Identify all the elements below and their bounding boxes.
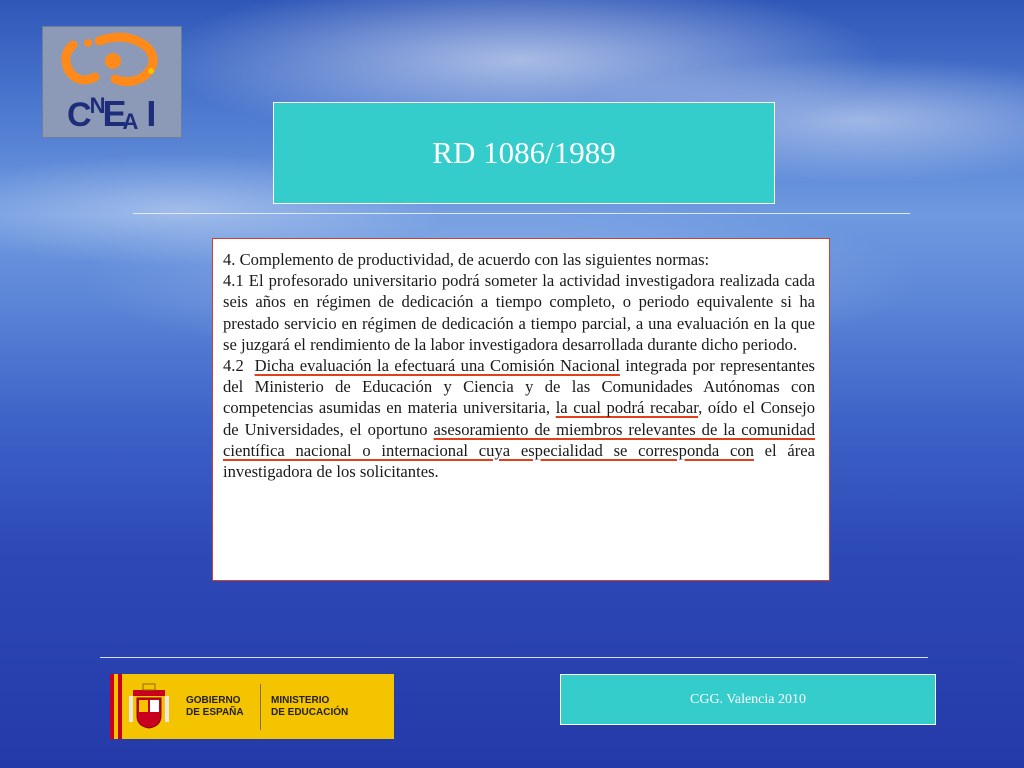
gobierno-label: GOBIERNO DE ESPAÑA (176, 684, 261, 730)
top-divider (133, 213, 910, 214)
paragraph-4-2-text-1: integrada por representantes del Ministerio de Educación y Ciencia y de las Comunidades Autónomas con competencias asumidas en materia universitaria, (223, 356, 816, 418)
slide-title: RD 1086/1989 (432, 135, 616, 170)
coat-of-arms-icon (122, 674, 176, 739)
flag-stripe (110, 674, 122, 739)
document-excerpt (212, 238, 830, 581)
cneai-logo-text (67, 93, 156, 135)
paragraph-4-2-number: 4.2 (223, 356, 244, 376)
event-label: CGG. Valencia 2010 (690, 691, 806, 707)
cneai-logo-mark-icon (43, 27, 181, 97)
underlined-phrase-2: la cual podrá recabar (555, 398, 699, 418)
logo-letter-e: E (102, 93, 127, 134)
paragraph-4: 4. Complemento de productividad, de acuerdo con las siguientes normas: (223, 250, 710, 269)
cneai-logo (42, 26, 182, 138)
event-footer-box (560, 674, 936, 725)
logo-letter-n: N (89, 93, 106, 118)
logo-letter-c: C (67, 96, 92, 134)
paragraph-4-2-text-2: , oído el Consejo de Universidades, el oportuno (223, 398, 816, 439)
slide-title-box (273, 102, 775, 204)
underlined-phrase-3: asesoramiento de miembros relevantes de la comunidad científica nacional o internacional cuya especialidad se corresponda con (223, 419, 815, 460)
logo-letter-a: A (122, 109, 139, 134)
ministerio-label: MINISTERIO DE EDUCACIÓN (271, 694, 349, 718)
gobierno-logo (110, 674, 394, 739)
paragraph-4-2-text-3: el área investigadora de los solicitantes. (223, 440, 815, 482)
bottom-divider (100, 657, 928, 658)
paragraph-4-1: 4.1 El profesorado universitario podrá someter la actividad investigadora realizada cada seis años en régimen de dedicación a tiempo completo, o periodo equivalente si ha prestado servicio en régimen de dedicación a tiempo parcial, a una evaluación en la que se juzgará el rendimiento de la labor investigadora desarrollada durante dicho periodo. (223, 271, 815, 354)
paragraph-4-2 (223, 355, 815, 482)
underlined-phrase-1: Dicha evaluación la efectuará una Comisión Nacional (254, 356, 620, 376)
logo-letter-i: I (146, 93, 157, 134)
